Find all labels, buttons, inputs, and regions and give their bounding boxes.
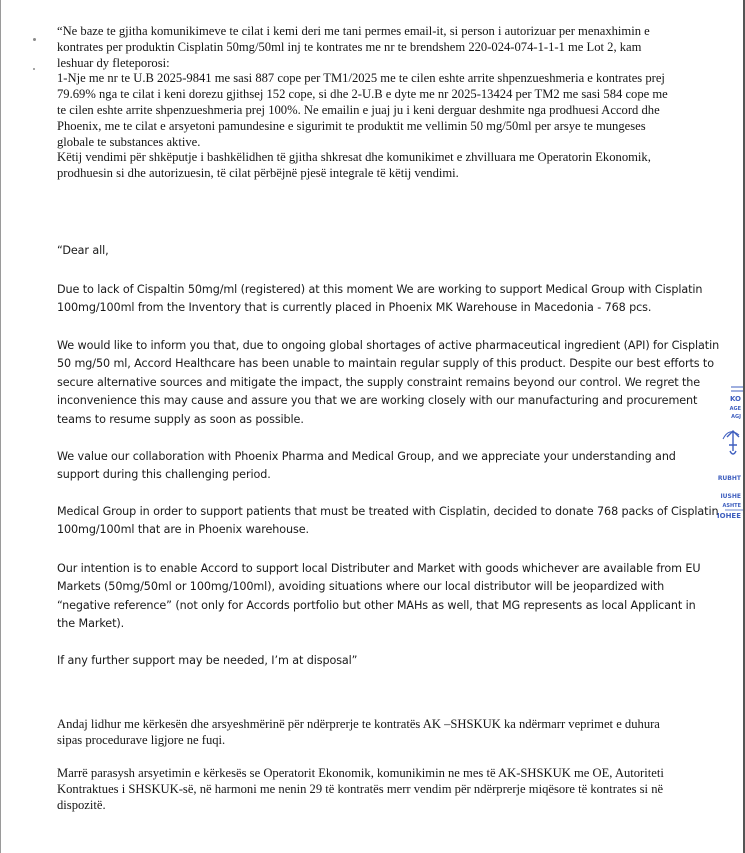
email-line: teams to resume supply as soon as possible. <box>57 412 304 426</box>
stamp-text: KO <box>729 395 741 403</box>
email-paragraph-2 <box>57 337 733 429</box>
email-paragraph-5 <box>57 560 733 634</box>
stamp-text: RUBHT <box>717 475 741 482</box>
scan-speck <box>33 68 35 70</box>
albanian-intro-paragraph <box>57 24 727 182</box>
email-line: 100mg/100ml that are in Phoenix warehouse. <box>57 523 309 537</box>
intro-line: kontrates per produktin Cisplatin 50mg/50ml inj te kontrates me nr te brendshem 220-024-074-1-1-1 me Lot 2, kam <box>57 39 642 54</box>
albanian-outro-paragraph-2 <box>57 766 727 813</box>
email-line: secure alternative sources and mitigate the impact, the supply constraint remains beyond our control. We regret the <box>57 375 701 389</box>
email-line: the Market). <box>57 617 125 631</box>
email-line: Markets (50mg/50ml or 100mg/100ml), avoiding situations where our local distributor will be jeopardized with <box>57 580 665 594</box>
intro-line: leshuar dy fleteporosi: <box>57 55 170 70</box>
greeting-line: “Dear all, <box>57 244 109 257</box>
stamp-text: IUSHE <box>720 493 741 500</box>
email-line: If any further support may be needed, I’m at disposal” <box>57 654 358 667</box>
outro-line: dispozitë. <box>57 797 106 812</box>
intro-line: 1-Nje me nr te U.B 2025-9841 me sasi 887 cope per TM1/2025 me te cilen eshte arrite shpenzueshmeria e kontrates prej <box>57 71 665 86</box>
stamp-text: AGE <box>729 406 741 412</box>
email-line: “negative reference” (not only for Accords portfolio but other MAHs as well, that MG represents as local Applicant in <box>57 598 696 612</box>
email-line: 100mg/100ml from the Inventory that is currently placed in Phoenix MK Warehouse in Macedonia - 768 pcs. <box>57 301 652 315</box>
official-stamp <box>709 385 743 535</box>
outro-line: sipas procedurave ligjore ne fuqi. <box>57 732 226 747</box>
intro-line: globale te substances aktive. <box>57 134 201 149</box>
stamp-text: AGJ <box>731 414 741 420</box>
email-line: 50 mg/50 ml, Accord Healthcare has been unable to maintain regular supply of this product. Despite our best efforts to <box>57 357 714 371</box>
email-line: inconvenience this may cause and assure you that we are working closely with our manufacturing and procurement <box>57 394 698 408</box>
email-line: Medical Group in order to support patients that must be treated with Cisplatin, decided to donate 768 packs of Cisplatin <box>57 505 719 518</box>
email-line: Due to lack of Cispaltin 50mg/ml (registered) at this moment We are working to support Medical Group with Cisplatin <box>57 283 703 296</box>
intro-line: “Ne baze te gjitha komunikimeve te cilat i kemi deri me tani permes email-it, si person i autorizuar per menaxhimin e <box>57 24 650 38</box>
albanian-outro-paragraph-1 <box>57 717 727 749</box>
intro-line: te cilen eshte arrite shpenzueshmeria prej 100%. Ne emailin e juaj ju i keni derguar deshmite nga prodhuesi Accord dhe <box>57 102 660 117</box>
email-closing <box>57 652 733 670</box>
email-line: support during this challenging period. <box>57 468 271 482</box>
stamp-text: IOHEE <box>717 512 741 520</box>
outro-line: Kontraktues i SHSKUK-së, në harmoni me nenin 29 të kontratës merr vendim për ndërprerje miqësore të kontrates si në <box>57 781 664 796</box>
scan-edge-left <box>0 0 1 853</box>
intro-line: 79.69% nga te cilat i keni dorezu gjithsej 152 cope, si dhe 2-U.B e dyte me nr 2025-13424 per TM2 me sasi 584 cope me <box>57 87 668 102</box>
outro-line: Andaj lidhur me kërkesën dhe arsyeshmërinë për ndërprerje te kontratës AK –SHSKUK ka ndërmarr veprimet e duhura <box>57 717 660 731</box>
stamp-text: ASHTE <box>722 503 741 509</box>
intro-line: Phoenix, me te cilat e arsyetoni pamundesine e sigurimit te produktit me vellimin 50 mg/50ml per arsye te mungeses <box>57 118 646 133</box>
email-line: Our intention is to enable Accord to support local Distributer and Market with goods whichever are available from EU <box>57 562 701 575</box>
email-paragraph-1 <box>57 281 733 318</box>
email-greeting <box>57 242 733 260</box>
email-paragraph-4 <box>57 503 733 540</box>
outro-line: Marrë parasysh arsyetimin e kërkesës se Operatorit Ekonomik, komunikimin ne mes të AK-SHSKUK me OE, Autoriteti <box>57 766 664 780</box>
email-line: We value our collaboration with Phoenix Pharma and Medical Group, and we appreciate your understanding and <box>57 450 676 463</box>
email-paragraph-3 <box>57 448 733 485</box>
intro-line: Këtij vendimi për shkëputje i bashkëlidhen të gjitha shkresat dhe komunikimet e zhvilluara me Operatorin Ekonomik, <box>57 150 651 165</box>
intro-line: prodhuesin si dhe autorizuesin, të cilat përbëjnë pjesë integrale të këtij vendimi. <box>57 166 459 181</box>
scan-speck <box>33 38 36 41</box>
email-line: We would like to inform you that, due to ongoing global shortages of active pharmaceutical ingredient (API) for Cisplatin <box>57 339 720 352</box>
